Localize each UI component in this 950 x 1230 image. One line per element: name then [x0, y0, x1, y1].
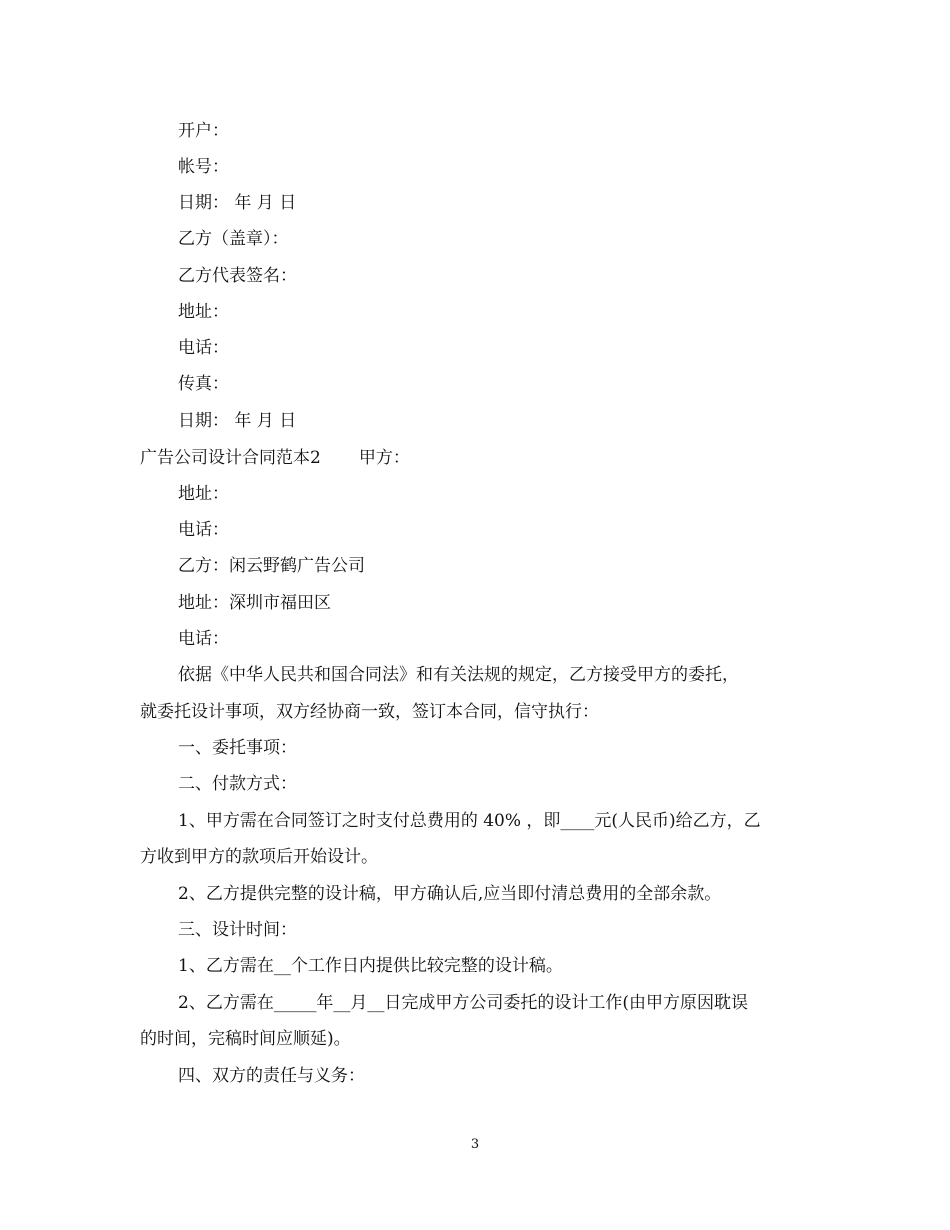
party-a-address-line: 地址：	[178, 484, 229, 504]
account-number-line: 帐号：	[178, 157, 229, 177]
party-b-address-line: 地址：深圳市福田区	[178, 593, 331, 613]
party-a-phone-line: 电话：	[178, 520, 229, 540]
party-b-phone-line: 电话：	[178, 629, 229, 649]
page-number: 3	[470, 1137, 480, 1152]
party-b-signature-line: 乙方代表签名：	[178, 266, 297, 286]
section-heading-design-time: 三、设计时间：	[178, 920, 297, 940]
phone-line: 电话：	[178, 338, 229, 358]
payment-clause-2: 2、乙方提供完整的设计稿，甲方确认后,应当即付清总费用的全部余款。	[178, 884, 722, 904]
section-heading-payment: 二、付款方式：	[178, 774, 297, 794]
time-clause-2-line-1: 2、乙方需在_____年__月__日完成甲方公司委托的设计工作(由甲方原因耽误	[178, 993, 748, 1013]
intro-paragraph-line-1: 依据《中华人民共和国合同法》和有关法规的规定，乙方接受甲方的委托，	[178, 665, 739, 685]
time-clause-1: 1、乙方需在__个工作日内提供比较完整的设计稿。	[178, 956, 563, 976]
contract-title: 广告公司设计合同范本2	[140, 448, 321, 468]
contract-heading	[140, 446, 410, 470]
section-heading-responsibilities: 四、双方的责任与义务：	[178, 1066, 365, 1086]
fax-line: 传真：	[178, 374, 229, 394]
payment-clause-1-line-1: 1、甲方需在合同签订之时支付总费用的 40% ，即____元(人民币)给乙方，乙	[178, 811, 761, 831]
party-a-label: 甲方：	[358, 448, 410, 468]
intro-paragraph-line-2: 就委托设计事项，双方经协商一致，签订本合同，信守执行：	[140, 702, 599, 722]
payment-clause-1-line-2: 方收到甲方的款项后开始设计。	[140, 847, 378, 867]
party-b-name-line: 乙方：闲云野鹤广告公司	[178, 556, 365, 576]
address-line: 地址：	[178, 302, 229, 322]
time-clause-2-line-2: 的时间，完稿时间应顺延)。	[140, 1029, 351, 1049]
date-line: 日期： 年 月 日	[178, 193, 297, 213]
section-heading-entrusted: 一、委托事项：	[178, 738, 297, 758]
date-line-2: 日期： 年 月 日	[178, 411, 297, 431]
account-opening-line: 开户：	[178, 121, 229, 141]
party-b-seal-line: 乙方（盖章）：	[178, 229, 289, 249]
